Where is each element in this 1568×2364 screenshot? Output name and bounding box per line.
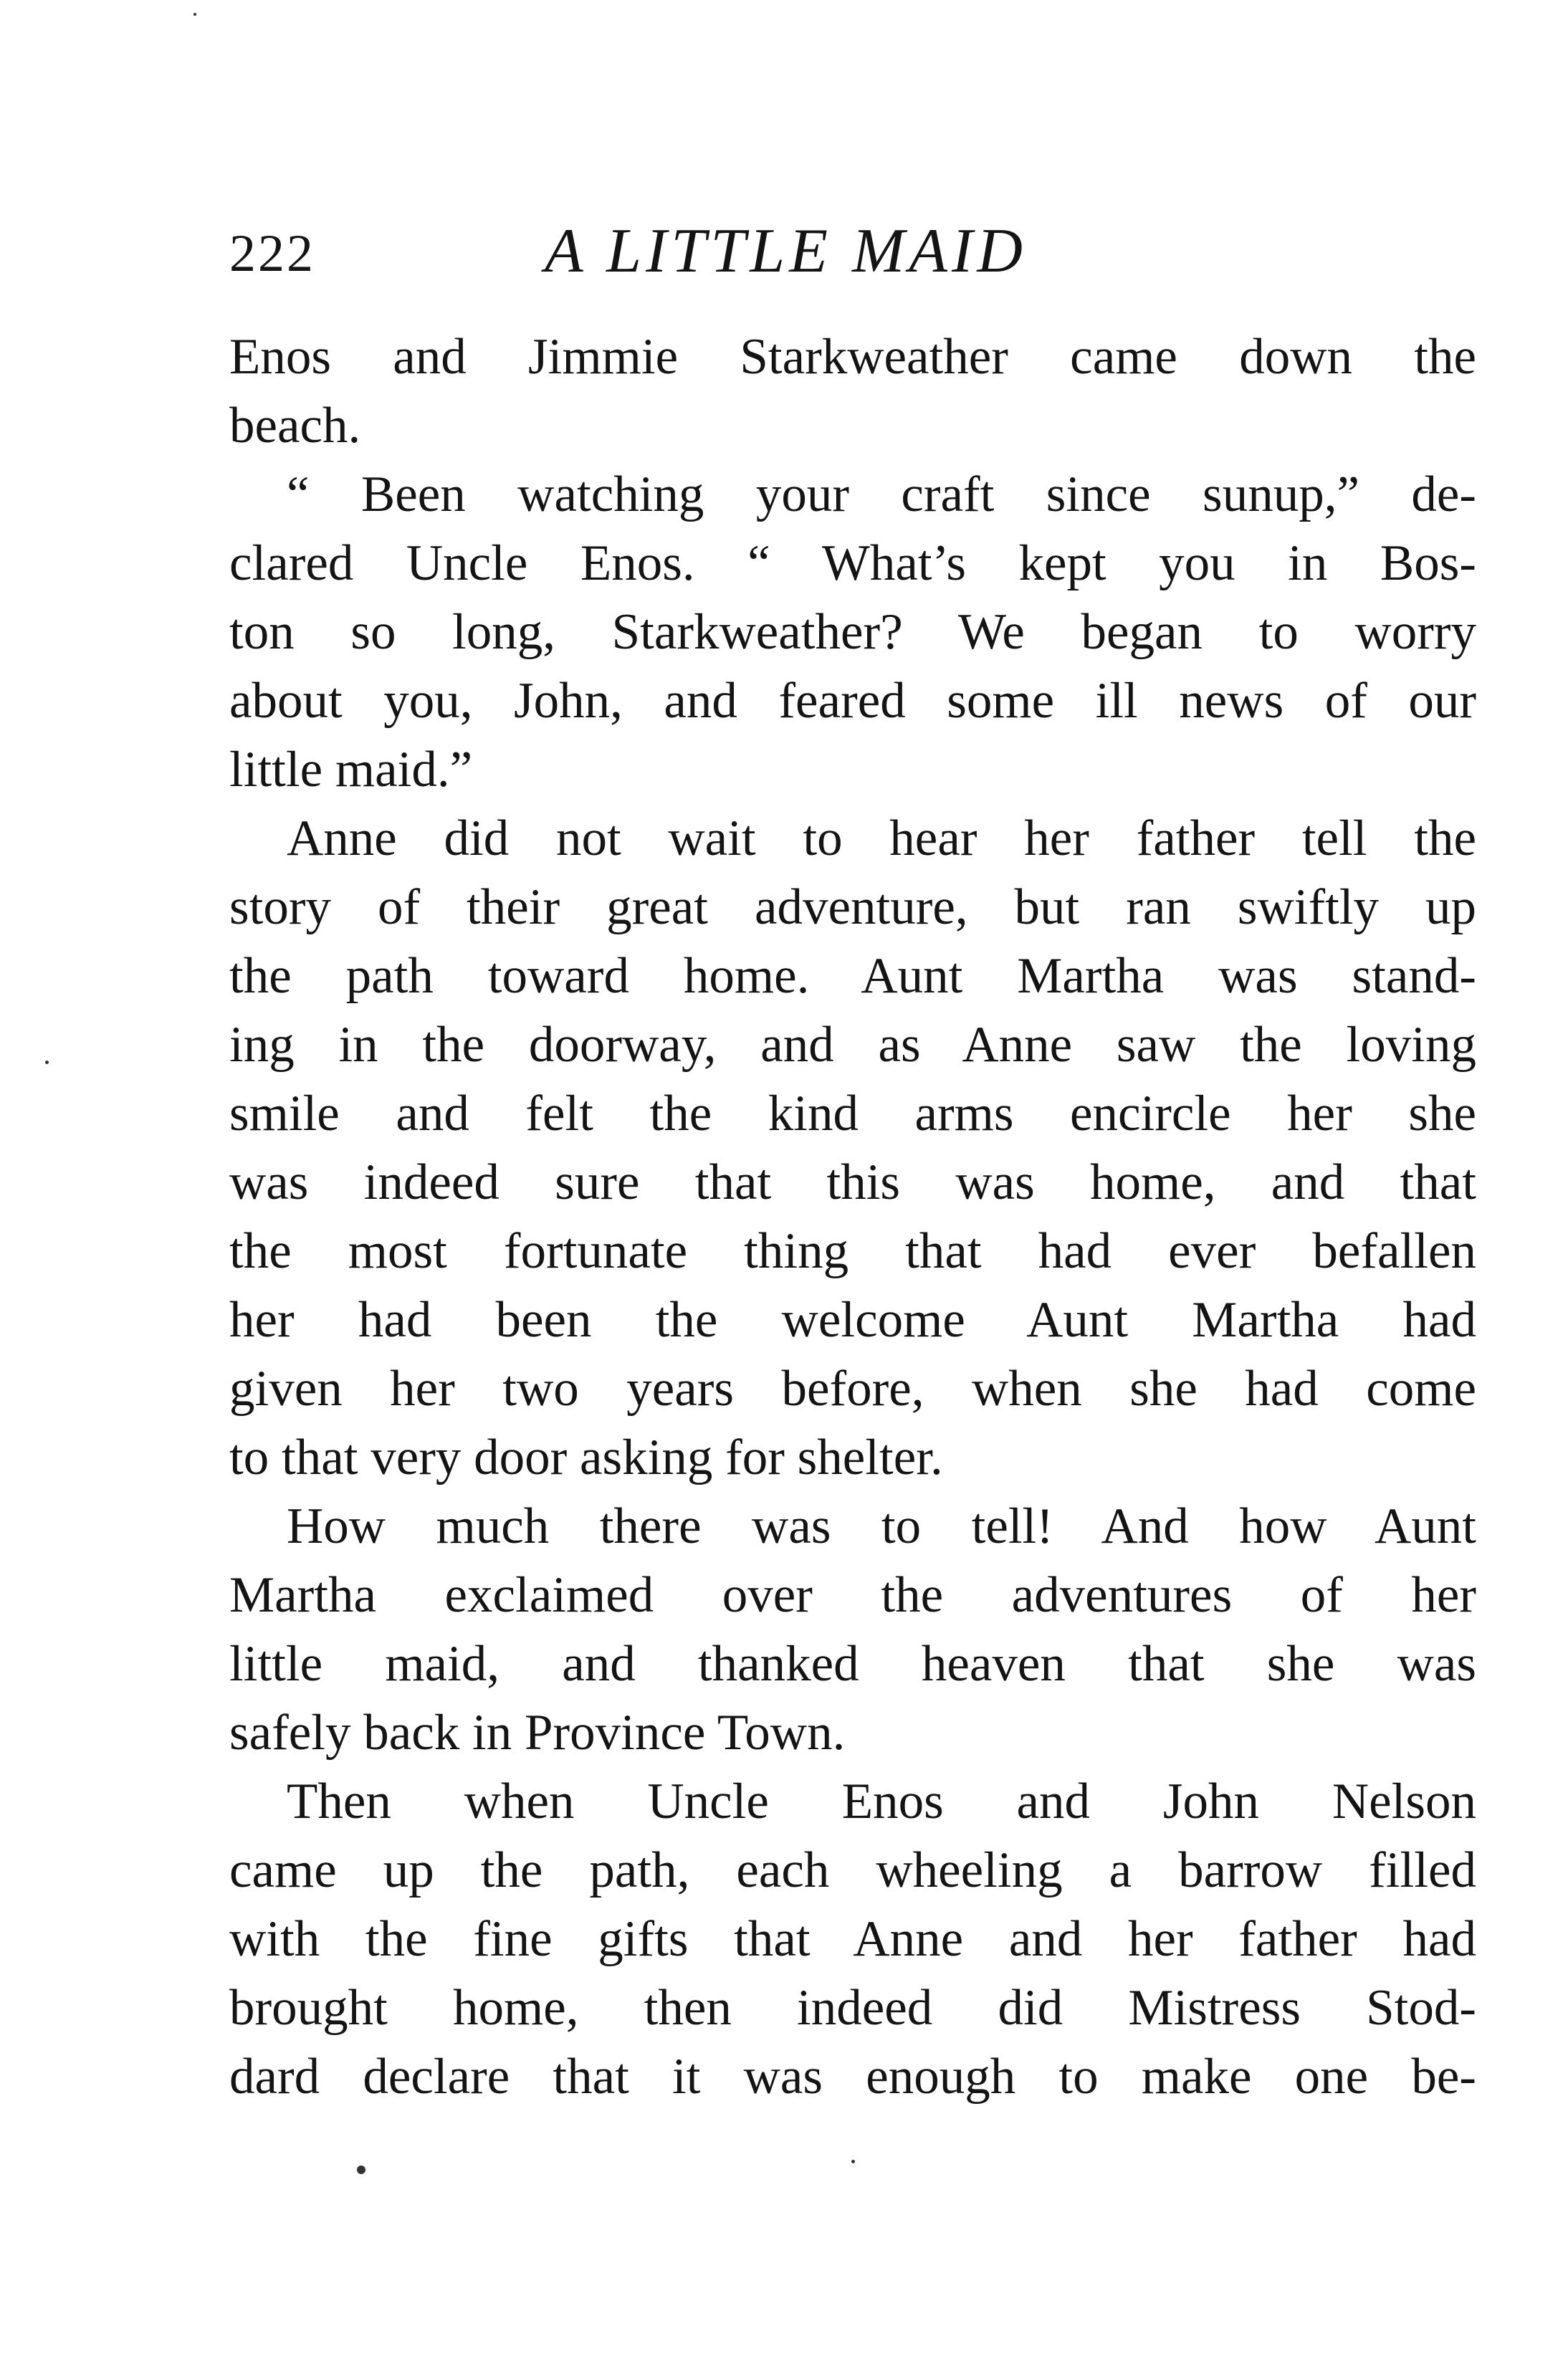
running-head: A LITTLE MAID [545,216,1027,286]
text-line: Anne did not wait to hear her father tell the [287,810,1476,866]
text-line: smile and felt the kind arms encircle her she [229,1086,1476,1142]
text-line: was indeed sure that this was home, and that [229,1154,1476,1210]
ink-speck [851,2160,855,2163]
page-header [229,215,1476,294]
text-line: brought home, then indeed did Mistress Stod- [229,1980,1476,2036]
ink-speck [45,1061,49,1064]
text-line: ing in the doorway, and as Anne saw the loving [229,1017,1476,1073]
text-line: How much there was to tell! And how Aunt [287,1498,1476,1554]
text-line: given her two years before, when she had come [229,1361,1476,1417]
text-line: Enos and Jimmie Starkweather came down the [229,329,1476,385]
text-line: clared Uncle Enos. “ What’s kept you in Bos- [229,535,1476,591]
text-line: story of their great adventure, but ran swiftly up [229,879,1476,935]
text-line: little maid, and thanked heaven that she was [229,1636,1476,1692]
text-line: dard declare that it was enough to make one be- [229,2049,1476,2105]
ink-speck [193,13,196,16]
body-text [229,322,1476,2111]
page-number: 222 [229,224,315,283]
text-line: beach. [229,398,361,454]
text-line: the most fortunate thing that had ever befallen [229,1223,1476,1279]
text-line: Martha exclaimed over the adventures of her [229,1567,1476,1623]
text-line: to that very door asking for shelter. [229,1430,943,1485]
text-line: Then when Uncle Enos and John Nelson [287,1774,1476,1829]
text-line: about you, John, and feared some ill news of our [229,673,1476,729]
ink-speck [357,2166,365,2174]
text-line: safely back in Province Town. [229,1705,846,1761]
text-line: with the fine gifts that Anne and her father had [229,1911,1476,1967]
text-line: the path toward home. Aunt Martha was stand- [229,948,1476,1004]
text-line: ton so long, Starkweather? We began to worry [229,604,1476,660]
text-line: little maid.” [229,742,473,798]
text-line: “ Been watching your craft since sunup,” de- [287,466,1476,522]
text-line: came up the path, each wheeling a barrow filled [229,1842,1476,1898]
text-line: her had been the welcome Aunt Martha had [229,1292,1476,1348]
